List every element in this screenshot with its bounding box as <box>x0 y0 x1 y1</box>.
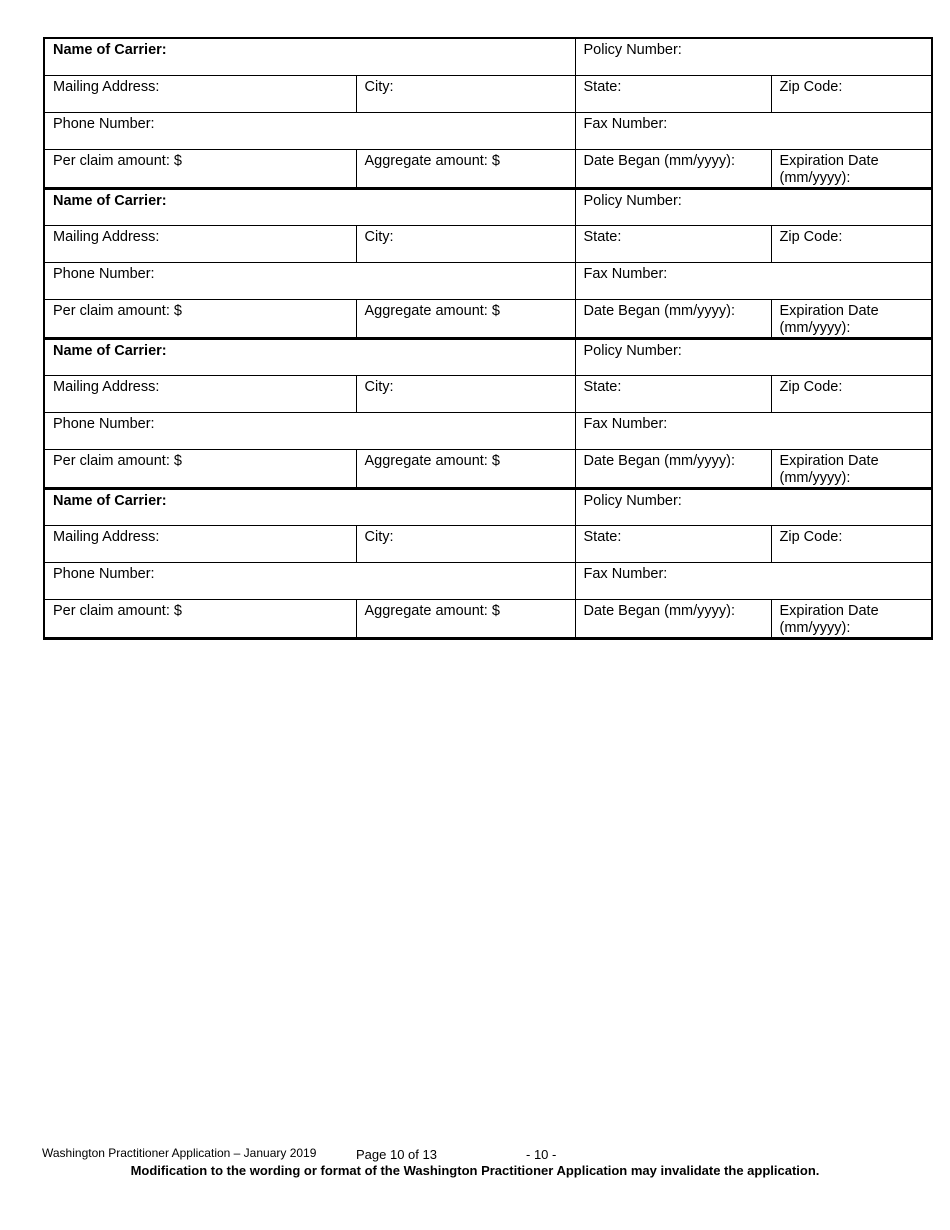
policy-number-label: Policy Number: <box>583 42 682 58</box>
aggregate-amount-label: Aggregate amount: $ <box>364 302 500 319</box>
policy-number-field[interactable] <box>575 488 932 525</box>
carrier-row-address <box>44 225 932 262</box>
mailing-address-label: Mailing Address: <box>53 378 160 395</box>
name-of-carrier-label: Name of Carrier: <box>53 342 167 359</box>
zip-code-label: Zip Code: <box>779 528 843 545</box>
name-of-carrier-field[interactable] <box>44 188 575 225</box>
date-began-field[interactable] <box>575 149 771 188</box>
carrier-row-address <box>44 525 932 562</box>
phone-number-field[interactable] <box>44 412 575 449</box>
city-field[interactable] <box>356 375 575 412</box>
name-of-carrier-label: Name of Carrier: <box>53 42 167 58</box>
aggregate-amount-label: Aggregate amount: $ <box>364 452 500 469</box>
per-claim-amount-label: Per claim amount: $ <box>53 152 182 169</box>
policy-number-field[interactable] <box>575 38 932 75</box>
carrier-row-phone <box>44 112 932 149</box>
name-of-carrier-label: Name of Carrier: <box>53 492 167 509</box>
carrier-row-address <box>44 375 932 412</box>
state-label: State: <box>583 78 622 95</box>
per-claim-amount-label: Per claim amount: $ <box>53 602 182 619</box>
city-label: City: <box>364 378 394 395</box>
date-began-field[interactable] <box>575 299 771 338</box>
carrier-row-amounts <box>44 449 932 488</box>
footer-application-name: Washington Practitioner Application – January 2019 <box>42 1146 317 1160</box>
carrier-row-phone <box>44 262 932 299</box>
state-field[interactable] <box>575 525 771 562</box>
name-of-carrier-label: Name of Carrier: <box>53 192 167 209</box>
date-began-field[interactable] <box>575 599 771 638</box>
footer-page-count: Page 10 of 13 <box>356 1147 437 1162</box>
carrier-insurance-table <box>43 37 933 640</box>
phone-number-label: Phone Number: <box>53 415 155 432</box>
expiration-date-label: Expiration Date (mm/yyyy): <box>779 302 879 336</box>
phone-number-field[interactable] <box>44 112 575 149</box>
fax-number-label: Fax Number: <box>583 565 668 582</box>
fax-number-field[interactable] <box>575 262 932 299</box>
fax-number-field[interactable] <box>575 112 932 149</box>
city-field[interactable] <box>356 525 575 562</box>
aggregate-amount-field[interactable] <box>356 449 575 488</box>
expiration-date-field[interactable] <box>771 299 932 338</box>
expiration-date-label: Expiration Date (mm/yyyy): <box>779 602 879 636</box>
mailing-address-label: Mailing Address: <box>53 228 160 245</box>
mailing-address-label: Mailing Address: <box>53 528 160 545</box>
zip-code-field[interactable] <box>771 525 932 562</box>
zip-code-field[interactable] <box>771 375 932 412</box>
per-claim-amount-field[interactable] <box>44 299 356 338</box>
per-claim-amount-field[interactable] <box>44 449 356 488</box>
carrier-row-amounts <box>44 299 932 338</box>
state-field[interactable] <box>575 75 771 112</box>
expiration-date-field[interactable] <box>771 149 932 188</box>
state-field[interactable] <box>575 375 771 412</box>
carrier-row-address <box>44 75 932 112</box>
carrier-row-name <box>44 188 932 225</box>
zip-code-label: Zip Code: <box>779 228 843 245</box>
zip-code-label: Zip Code: <box>779 78 843 95</box>
carrier-row-phone <box>44 562 932 599</box>
phone-number-label: Phone Number: <box>53 265 155 282</box>
carrier-row-name <box>44 488 932 525</box>
phone-number-field[interactable] <box>44 562 575 599</box>
mailing-address-field[interactable] <box>44 525 356 562</box>
mailing-address-field[interactable] <box>44 375 356 412</box>
date-began-label: Date Began (mm/yyyy): <box>583 452 735 469</box>
state-field[interactable] <box>575 225 771 262</box>
per-claim-amount-label: Per claim amount: $ <box>53 302 182 319</box>
policy-number-label: Policy Number: <box>583 342 682 359</box>
state-label: State: <box>583 228 622 245</box>
policy-number-label: Policy Number: <box>583 492 682 509</box>
phone-number-label: Phone Number: <box>53 115 155 132</box>
policy-number-field[interactable] <box>575 338 932 375</box>
name-of-carrier-field[interactable] <box>44 338 575 375</box>
expiration-date-label: Expiration Date (mm/yyyy): <box>779 152 879 186</box>
footer-modification-notice: Modification to the wording or format of the Washington Practitioner Application may invalidate the application. <box>130 1163 820 1178</box>
city-label: City: <box>364 528 394 545</box>
mailing-address-field[interactable] <box>44 225 356 262</box>
policy-number-field[interactable] <box>575 188 932 225</box>
per-claim-amount-field[interactable] <box>44 149 356 188</box>
aggregate-amount-field[interactable] <box>356 599 575 638</box>
city-label: City: <box>364 78 394 95</box>
state-label: State: <box>583 378 622 395</box>
date-began-label: Date Began (mm/yyyy): <box>583 302 735 319</box>
name-of-carrier-field[interactable] <box>44 488 575 525</box>
fax-number-field[interactable] <box>575 562 932 599</box>
city-label: City: <box>364 228 394 245</box>
expiration-date-label: Expiration Date (mm/yyyy): <box>779 452 879 486</box>
expiration-date-field[interactable] <box>771 449 932 488</box>
footer-page-number: - 10 - <box>526 1147 557 1162</box>
city-field[interactable] <box>356 225 575 262</box>
fax-number-field[interactable] <box>575 412 932 449</box>
fax-number-label: Fax Number: <box>583 265 668 282</box>
date-began-label: Date Began (mm/yyyy): <box>583 152 735 169</box>
policy-number-label: Policy Number: <box>583 192 682 209</box>
city-field[interactable] <box>356 75 575 112</box>
expiration-date-field[interactable] <box>771 599 932 638</box>
date-began-label: Date Began (mm/yyyy): <box>583 602 735 619</box>
carrier-row-amounts <box>44 599 932 638</box>
carrier-row-name <box>44 38 932 75</box>
aggregate-amount-label: Aggregate amount: $ <box>364 602 500 619</box>
aggregate-amount-field[interactable] <box>356 149 575 188</box>
zip-code-field[interactable] <box>771 75 932 112</box>
carrier-row-amounts <box>44 149 932 188</box>
aggregate-amount-label: Aggregate amount: $ <box>364 152 500 169</box>
zip-code-field[interactable] <box>771 225 932 262</box>
date-began-field[interactable] <box>575 449 771 488</box>
carrier-table-body <box>44 38 932 638</box>
zip-code-label: Zip Code: <box>779 378 843 395</box>
phone-number-label: Phone Number: <box>53 565 155 582</box>
fax-number-label: Fax Number: <box>583 115 668 132</box>
carrier-row-name <box>44 338 932 375</box>
name-of-carrier-field[interactable] <box>44 38 575 75</box>
carrier-row-phone <box>44 412 932 449</box>
mailing-address-label: Mailing Address: <box>53 78 160 95</box>
mailing-address-field[interactable] <box>44 75 356 112</box>
per-claim-amount-field[interactable] <box>44 599 356 638</box>
per-claim-amount-label: Per claim amount: $ <box>53 452 182 469</box>
state-label: State: <box>583 528 622 545</box>
fax-number-label: Fax Number: <box>583 415 668 432</box>
phone-number-field[interactable] <box>44 262 575 299</box>
aggregate-amount-field[interactable] <box>356 299 575 338</box>
